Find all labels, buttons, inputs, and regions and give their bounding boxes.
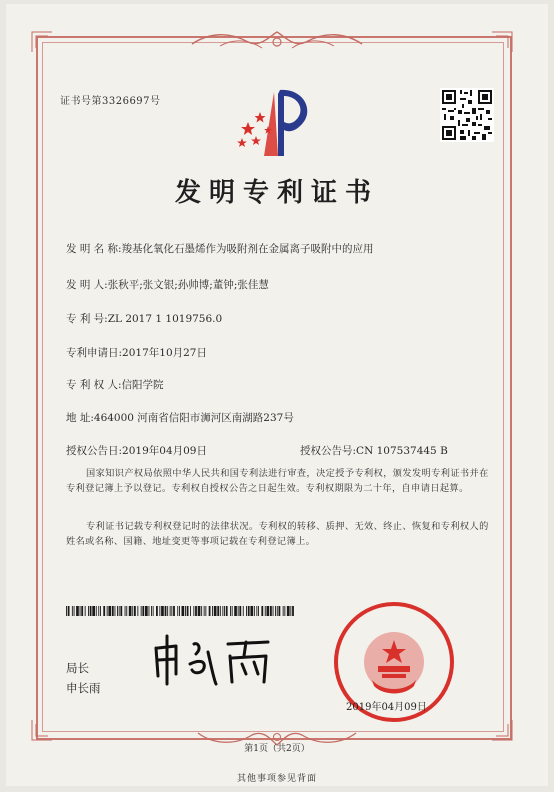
grant-number-value: CN 107537445 B (356, 445, 448, 457)
barcode-bar (167, 606, 168, 616)
field-value: ZL 2017 1 1019756.0 (107, 313, 223, 325)
field-value: 张秋平;张文银;孙帅博;董钟;张佳慧 (107, 279, 269, 291)
barcode-bar (190, 606, 191, 616)
barcode-bar (149, 606, 150, 616)
barcode-bar (81, 606, 83, 616)
legal-paragraph: 专利证书记载专利权登记时的法律状况。专利权的转移、质押、无效、终止、恢复和专利权人的姓名或名称、国籍、地址变更等事项记载在专利登记簿上。 (66, 521, 489, 547)
barcode-bar (232, 606, 233, 616)
barcode-bar (258, 606, 259, 616)
barcode-bar (66, 606, 67, 616)
barcode-bar (182, 606, 185, 616)
barcode-bar (74, 606, 75, 616)
barcode-bar (112, 606, 114, 616)
barcode-bar (273, 606, 274, 616)
field-label: 发 明 人: (66, 279, 108, 291)
barcode-bar (265, 606, 266, 616)
field-label: 专利申请日: (66, 347, 123, 359)
barcode-bar (141, 606, 142, 616)
cnipa-logo-icon (234, 82, 324, 162)
barcode-bar (100, 606, 101, 616)
barcode-bar (92, 606, 95, 616)
barcode-bar (165, 606, 167, 616)
top-ornament-icon (190, 28, 364, 54)
barcode-bar (277, 606, 278, 616)
barcode-bar (195, 606, 197, 616)
barcode-bar (230, 606, 231, 616)
barcode-bar (217, 606, 219, 616)
page-number: 第1页（共2页） (244, 744, 310, 754)
barcode-bar (90, 606, 92, 616)
barcode-bar (198, 606, 201, 616)
barcode-bar (126, 606, 127, 616)
barcode-bar (284, 606, 285, 616)
field-label: 地 址: (66, 412, 94, 424)
grant-number-label: 授权公告号: (300, 445, 357, 457)
barcode-bar (120, 606, 122, 616)
barcode-bar (68, 606, 70, 616)
barcode-bar (145, 606, 148, 616)
barcode-bar (193, 606, 194, 616)
barcode-bar (214, 606, 217, 616)
barcode-bar (171, 606, 172, 616)
barcode-bar (107, 606, 108, 616)
barcode-bar (85, 606, 86, 616)
barcode-bar (117, 606, 118, 616)
legal-paragraph: 国家知识产权局依照中华人民共和国专利法进行审查，决定授予专利权，颁发发明专利证书并在专利登记簿上予以登记。专利权自授权公告之日起生效。专利权期限为二十年，自申请日起算。 (66, 468, 489, 494)
barcode-bar (234, 606, 237, 616)
barcode-bar (125, 606, 126, 616)
field-label: 专 利 权 人: (66, 379, 122, 391)
barcode-bar (224, 606, 225, 616)
grant-announcement-row (66, 443, 207, 458)
field-value: 信阳学院 (121, 379, 164, 391)
barcode-bar (159, 606, 160, 616)
field-patentee (66, 377, 164, 392)
barcode-bar (246, 606, 247, 616)
barcode-bar (204, 606, 205, 616)
barcode-bar (137, 606, 138, 616)
barcode-bar (239, 606, 241, 616)
barcode-bar (283, 606, 284, 616)
barcode-bar (103, 606, 105, 616)
barcode-bar (256, 606, 257, 616)
field-filing-date (66, 345, 207, 360)
barcode-bar (205, 606, 206, 616)
barcode-bar (80, 606, 81, 616)
barcode-bar (151, 606, 152, 616)
barcode-bar (88, 606, 89, 616)
barcode-bar (96, 606, 97, 616)
barcode-bar (115, 606, 116, 616)
barcode-bar (220, 606, 221, 616)
qr-code-icon (440, 88, 494, 142)
director-title: 局长 (66, 661, 89, 675)
certificate-number: 证书号第3326697号 (60, 96, 161, 107)
barcode-bar (270, 606, 272, 616)
field-label: 发 明 名 称: (66, 243, 122, 255)
barcode-bar (250, 606, 253, 616)
barcode-bar (292, 606, 294, 616)
barcode-bar (267, 606, 270, 616)
barcode-bar (248, 606, 250, 616)
barcode-bar (243, 606, 244, 616)
barcode-bar (201, 606, 202, 616)
barcode-bar (287, 606, 290, 616)
barcode-bar (108, 606, 111, 616)
barcode-bar (212, 606, 213, 616)
back-page-note: 其他事项参见背面 (236, 774, 317, 784)
barcode-bar (187, 606, 189, 616)
corner-ornament-icon (30, 30, 54, 54)
barcode-bar (119, 606, 120, 616)
field-value: 2017年10月27日 (122, 347, 207, 359)
barcode-bar (238, 606, 239, 616)
barcode-bar (185, 606, 186, 616)
barcode-bar (142, 606, 144, 616)
field-value: 464000 河南省信阳市浉河区南湖路237号 (93, 412, 294, 424)
barcode-bar (132, 606, 133, 616)
barcode-bar (134, 606, 136, 616)
field-address (66, 410, 294, 425)
barcode-bar (179, 606, 180, 616)
barcode-bar (254, 606, 255, 616)
field-inventors (66, 277, 269, 292)
director-signature-icon (150, 630, 280, 690)
field-patent-number (66, 311, 222, 326)
barcode-bar (98, 606, 99, 616)
grant-date-value: 2019年04月09日 (122, 445, 207, 457)
barcode-bar (156, 606, 158, 616)
seal-date: 2019年04月09日 (346, 702, 427, 713)
corner-ornament-icon (490, 718, 514, 742)
barcode-icon (66, 606, 296, 616)
barcode-bar (153, 606, 154, 616)
barcode-bar (161, 606, 164, 616)
field-value: 羧基化氧化石墨烯作为吸附剂在金属离子吸附中的应用 (121, 243, 374, 255)
field-label: 专 利 号: (66, 313, 108, 325)
barcode-bar (226, 606, 228, 616)
barcode-bar (177, 606, 178, 616)
barcode-bar (129, 606, 132, 616)
corner-ornament-icon (490, 30, 514, 54)
grant-number-row (300, 443, 448, 458)
barcode-bar (290, 606, 291, 616)
barcode-bar (209, 606, 211, 616)
field-invention-name (66, 241, 374, 256)
barcode-bar (279, 606, 281, 616)
barcode-bar (275, 606, 276, 616)
barcode-bar (261, 606, 263, 616)
barcode-bar (173, 606, 175, 616)
barcode-bar (222, 606, 223, 616)
barcode-bar (76, 606, 79, 616)
barcode-bar (170, 606, 171, 616)
certificate-title: 发明专利证书 (174, 178, 379, 208)
corner-ornament-icon (30, 718, 54, 742)
grant-date-label: 授权公告日: (66, 445, 123, 457)
director-name: 申长雨 (66, 681, 101, 695)
barcode-bar (72, 606, 73, 616)
